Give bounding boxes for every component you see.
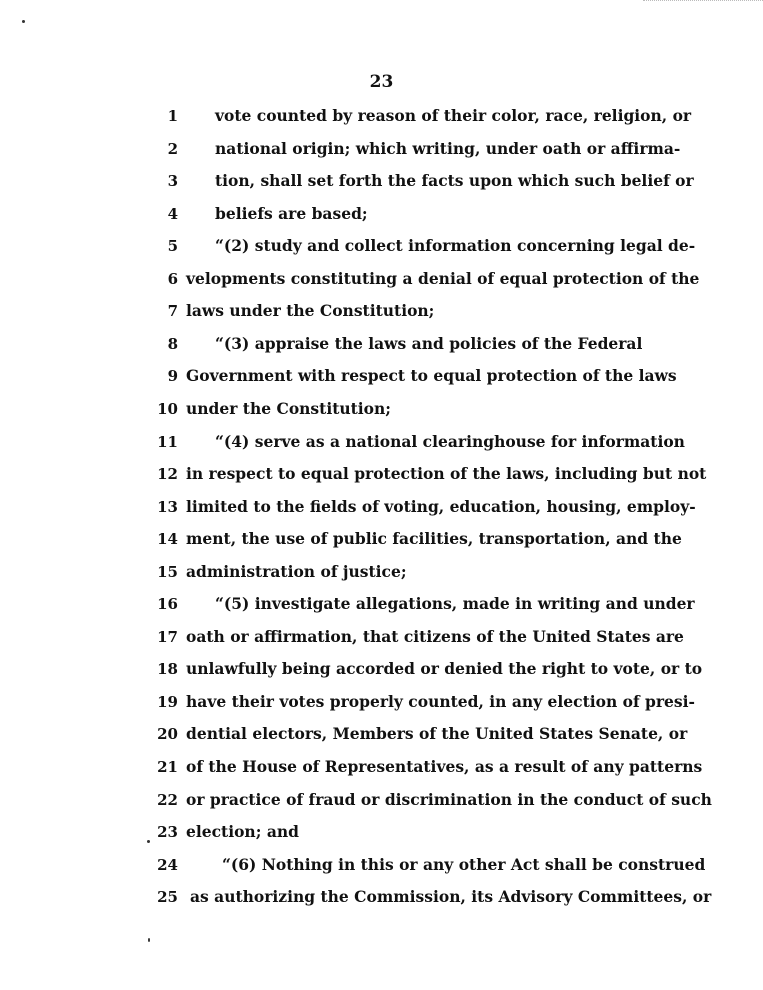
line-text: Government with respect to equal protection of the laws bbox=[186, 366, 677, 386]
numbered-line bbox=[0, 755, 763, 779]
line-text: limited to the fields of voting, education, housing, employ- bbox=[186, 496, 696, 516]
line-number: 14 bbox=[157, 530, 178, 549]
line-number: 1 bbox=[167, 107, 178, 125]
line-number: 10 bbox=[157, 399, 178, 418]
line-number: 3 bbox=[167, 172, 178, 191]
line-text: administration of justice; bbox=[186, 561, 407, 581]
line-text: under the Constitution; bbox=[186, 398, 392, 418]
line-text: oath or affirmation, that citizens of the United States are bbox=[186, 626, 684, 646]
line-number: 13 bbox=[157, 497, 178, 516]
scan-speck bbox=[22, 20, 25, 23]
line-number: 22 bbox=[157, 790, 178, 809]
line-number: 19 bbox=[157, 692, 178, 711]
numbered-line bbox=[0, 299, 763, 323]
line-text: of the House of Representatives, as a result of any patterns bbox=[186, 757, 703, 776]
numbered-line bbox=[0, 137, 763, 161]
line-number: 7 bbox=[167, 302, 178, 321]
scan-edge-dots bbox=[643, 0, 763, 3]
line-text: “(4) serve as a national clearinghouse for information bbox=[215, 431, 685, 451]
line-text: election; and bbox=[186, 822, 299, 842]
numbered-line bbox=[0, 267, 763, 291]
line-number: 2 bbox=[167, 139, 178, 158]
line-text: “(5) investigate allegations, made in writing and under bbox=[215, 594, 695, 614]
numbered-line bbox=[0, 820, 763, 844]
line-text: “(2) study and collect information concerning legal de- bbox=[215, 236, 696, 256]
numbered-line bbox=[0, 462, 763, 486]
numbered-line bbox=[0, 364, 763, 388]
line-text: vote counted by reason of their color, race, religion, or bbox=[215, 106, 692, 125]
line-text: as authorizing the Commission, its Advisory Committees, or bbox=[190, 887, 712, 907]
line-text: laws under the Constitution; bbox=[186, 301, 435, 321]
numbered-line bbox=[0, 853, 763, 877]
numbered-line bbox=[0, 722, 763, 746]
line-number: 21 bbox=[157, 758, 178, 776]
line-text: have their votes properly counted, in any election of presi- bbox=[186, 691, 695, 711]
line-number: 16 bbox=[157, 595, 178, 614]
line-number: 20 bbox=[157, 725, 178, 744]
line-number: 4 bbox=[167, 204, 178, 223]
scan-speck bbox=[148, 938, 150, 942]
line-text: or practice of fraud or discrimination in the conduct of such bbox=[186, 789, 712, 809]
numbered-line bbox=[0, 202, 763, 226]
line-number: 17 bbox=[157, 627, 178, 646]
line-number: 8 bbox=[167, 334, 178, 353]
numbered-line bbox=[0, 527, 763, 551]
numbered-line bbox=[0, 430, 763, 454]
numbered-line bbox=[0, 885, 763, 909]
line-text: unlawfully being accorded or denied the right to vote, or to bbox=[186, 659, 703, 679]
line-number: 6 bbox=[167, 269, 178, 288]
line-number: 25 bbox=[157, 888, 178, 907]
numbered-line bbox=[0, 332, 763, 356]
numbered-line bbox=[0, 625, 763, 649]
line-text: velopments constituting a denial of equal protection of the bbox=[186, 268, 700, 288]
line-text: tion, shall set forth the facts upon which such belief or bbox=[215, 171, 694, 191]
line-text: “(6) Nothing in this or any other Act shall be construed bbox=[222, 854, 706, 874]
numbered-line bbox=[0, 397, 763, 421]
line-number: 5 bbox=[167, 237, 178, 256]
line-number: 11 bbox=[157, 432, 178, 451]
line-number: 18 bbox=[157, 660, 178, 679]
line-text: ment, the use of public facilities, transportation, and the bbox=[186, 529, 682, 549]
line-text: in respect to equal protection of the laws, including but not bbox=[186, 464, 707, 484]
numbered-line bbox=[0, 104, 763, 128]
numbered-line bbox=[0, 560, 763, 584]
line-number: 23 bbox=[157, 823, 178, 842]
line-text: beliefs are based; bbox=[215, 203, 368, 223]
line-text: national origin; which writing, under oath or affirma- bbox=[215, 138, 681, 158]
line-number: 15 bbox=[157, 562, 178, 581]
line-text: “(3) appraise the laws and policies of the Federal bbox=[215, 333, 643, 353]
line-text: dential electors, Members of the United States Senate, or bbox=[186, 724, 688, 744]
line-number: 24 bbox=[157, 855, 178, 874]
line-number: 9 bbox=[167, 367, 178, 386]
numbered-line bbox=[0, 690, 763, 714]
numbered-line bbox=[0, 657, 763, 681]
page-number: 23 bbox=[369, 72, 394, 92]
numbered-line bbox=[0, 234, 763, 258]
line-number: 12 bbox=[157, 465, 178, 484]
numbered-line bbox=[0, 495, 763, 519]
numbered-line bbox=[0, 592, 763, 616]
numbered-line bbox=[0, 788, 763, 812]
numbered-line bbox=[0, 169, 763, 193]
